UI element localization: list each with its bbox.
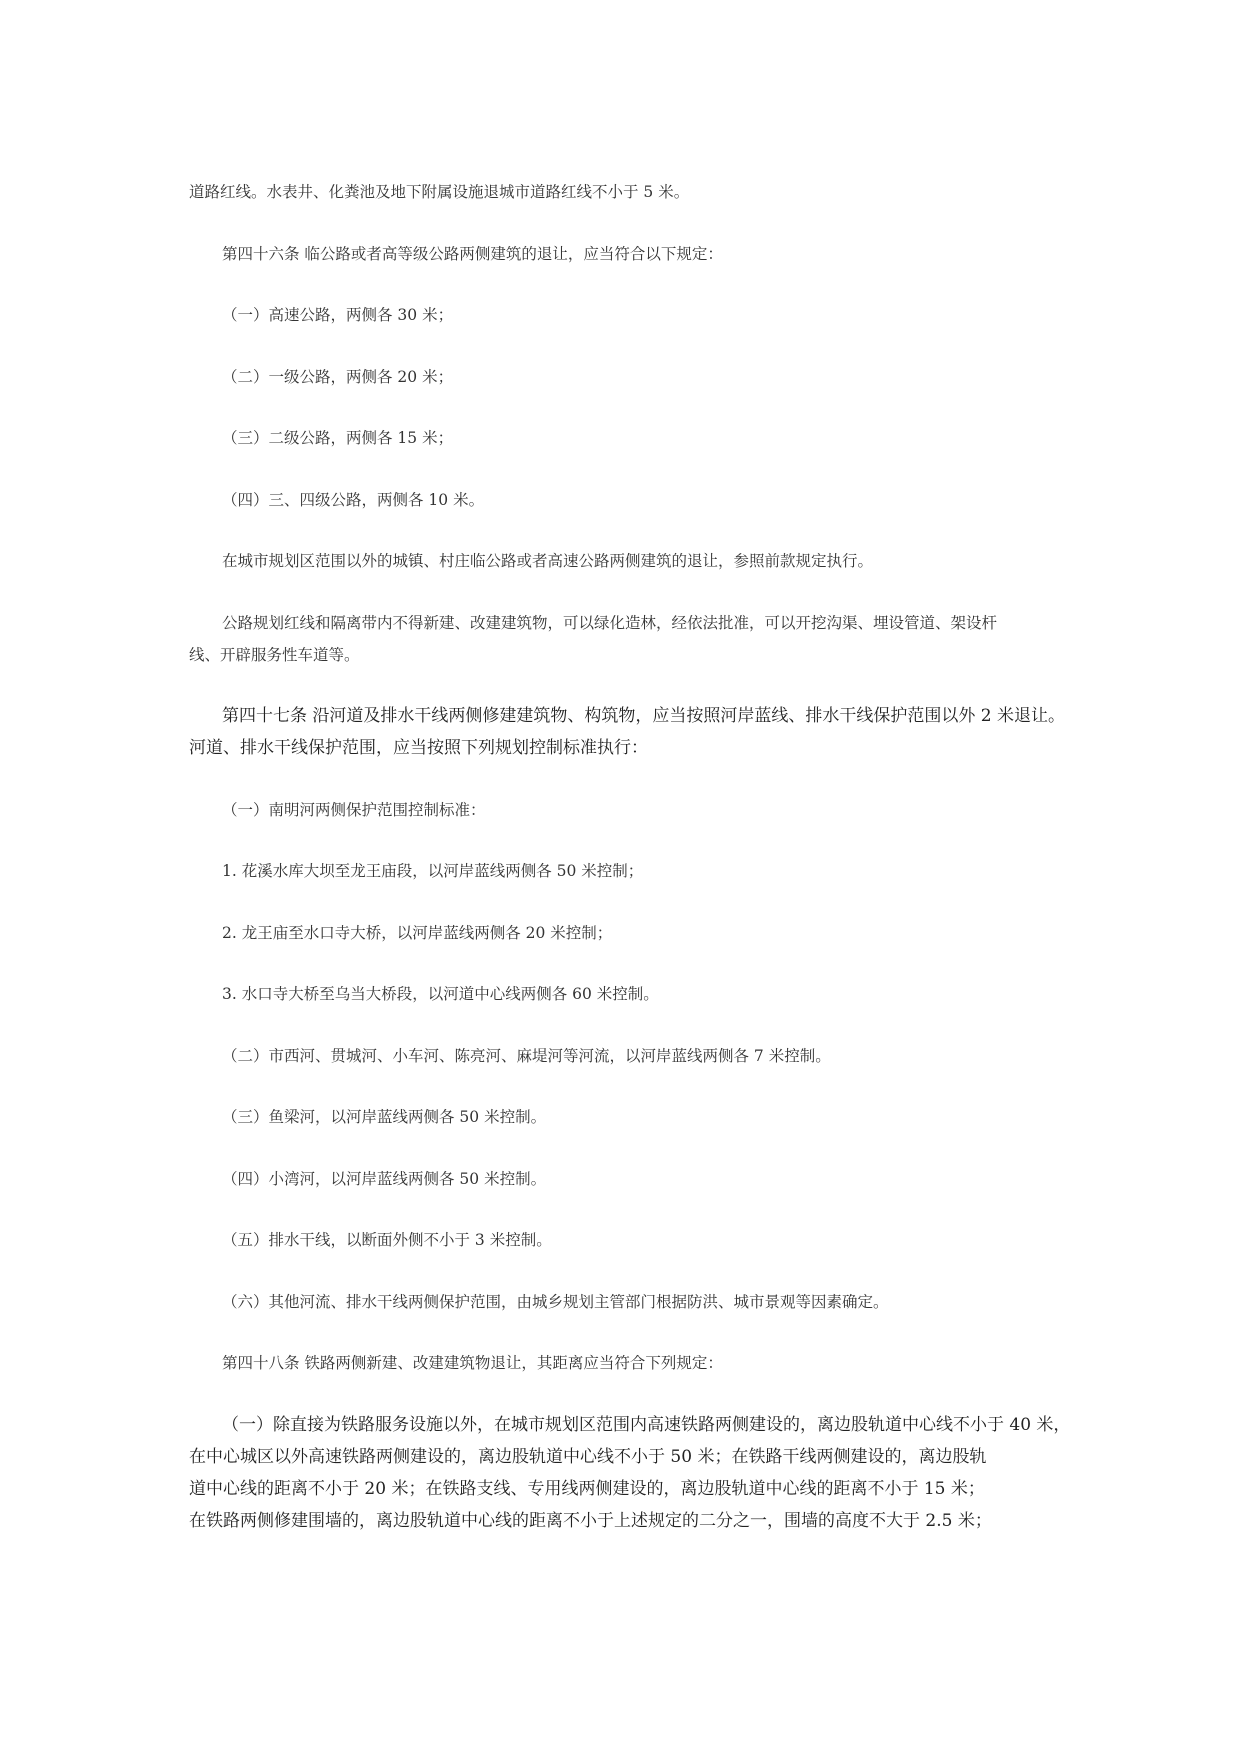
- paragraph-continuation: 在中心城区以外高速铁路两侧建设的，离边股轨道中心线不小于 50 米；在铁路干线两侧建设的，离边股轨: [189, 1447, 987, 1467]
- list-item: 3. 水口寺大桥至乌当大桥段，以河道中心线两侧各 60 米控制。: [222, 985, 659, 1003]
- article-48-heading: 第四十八条 铁路两侧新建、改建建筑物退让，其距离应当符合下列规定：: [222, 1354, 723, 1372]
- article-47-heading: 第四十七条 沿河道及排水干线两侧修建建筑物、构筑物，应当按照河岸蓝线、排水干线保护范围以外 2 米退让。: [222, 706, 1066, 726]
- list-item: 2. 龙王庙至水口寺大桥，以河岸蓝线两侧各 20 米控制；: [222, 924, 613, 942]
- list-item: （三）二级公路，两侧各 15 米；: [222, 429, 454, 447]
- list-item: （二）一级公路，两侧各 20 米；: [222, 368, 454, 386]
- list-item: （四）小湾河，以河岸蓝线两侧各 50 米控制。: [222, 1170, 547, 1188]
- list-item: （五）排水干线，以断面外侧不小于 3 米控制。: [222, 1231, 552, 1249]
- paragraph-continuation: 在铁路两侧修建围墙的，离边股轨道中心线的距离不小于上述规定的二分之一，围墙的高度不大于 2.5 米；: [189, 1511, 992, 1531]
- article-46-heading: 第四十六条 临公路或者高等级公路两侧建筑的退让，应当符合以下规定：: [222, 245, 723, 263]
- list-item: （三）鱼梁河，以河岸蓝线两侧各 50 米控制。: [222, 1108, 547, 1126]
- list-item: （六）其他河流、排水干线两侧保护范围，由城乡规划主管部门根据防洪、城市景观等因素确定。: [222, 1293, 889, 1311]
- paragraph: （一）除直接为铁路服务设施以外，在城市规划区范围内高速铁路两侧建设的，离边股轨道中心线不小于 40 米，: [222, 1415, 1071, 1435]
- paragraph-continuation: 道中心线的距离不小于 20 米；在铁路支线、专用线两侧建设的，离边股轨道中心线的距离不小于 15 米；: [189, 1479, 985, 1499]
- text-line: 道路红线。水表井、化粪池及地下附属设施退城市道路红线不小于 5 米。: [189, 183, 690, 201]
- paragraph-continuation: 线、开辟服务性车道等。: [189, 646, 360, 664]
- paragraph-continuation: 河道、排水干线保护范围，应当按照下列规划控制标准执行：: [189, 738, 648, 758]
- list-item: （四）三、四级公路，两侧各 10 米。: [222, 491, 485, 509]
- paragraph: 在城市规划区范围以外的城镇、村庄临公路或者高速公路两侧建筑的退让，参照前款规定执行。: [222, 552, 874, 570]
- list-item: （一）高速公路，两侧各 30 米；: [222, 306, 454, 324]
- paragraph: 公路规划红线和隔离带内不得新建、改建建筑物，可以绿化造林，经依法批准，可以开挖沟渠、埋设管道、架设杆: [222, 614, 998, 632]
- list-item: 1. 花溪水库大坝至龙王庙段，以河岸蓝线两侧各 50 米控制；: [222, 862, 644, 880]
- list-item: （一）南明河两侧保护范围控制标准：: [222, 801, 486, 819]
- list-item: （二）市西河、贯城河、小车河、陈亮河、麻堤河等河流，以河岸蓝线两侧各 7 米控制。: [222, 1047, 831, 1065]
